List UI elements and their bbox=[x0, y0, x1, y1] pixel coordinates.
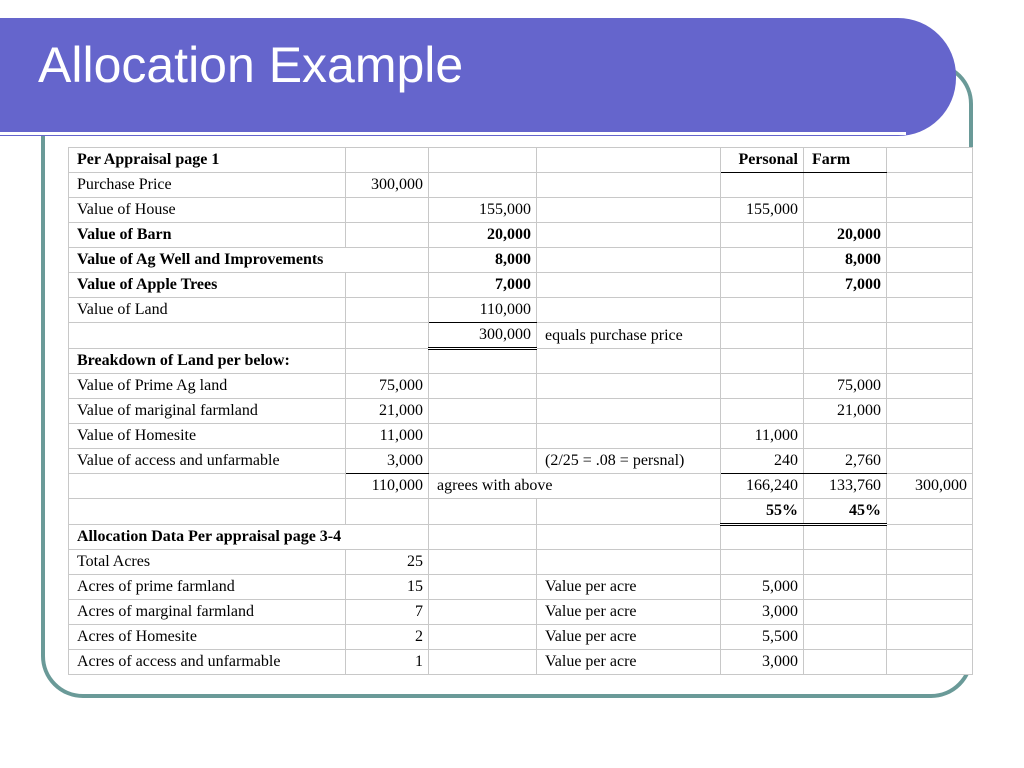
table-row: Value of House 155,000 155,000 bbox=[69, 198, 973, 223]
table-row: Acres of access and unfarmable 1 Value per acre 3,000 bbox=[69, 650, 973, 675]
table-row: Value of Land 110,000 bbox=[69, 298, 973, 323]
table-row: Value of Barn 20,000 20,000 bbox=[69, 223, 973, 248]
table-row: Breakdown of Land per below: bbox=[69, 349, 973, 374]
table-row: Purchase Price 300,000 bbox=[69, 173, 973, 198]
table-header-row bbox=[69, 148, 973, 173]
table-row: Acres of marginal farmland 7 Value per acre 3,000 bbox=[69, 600, 973, 625]
slide-title: Allocation Example bbox=[38, 37, 464, 93]
title-underline bbox=[0, 132, 906, 135]
farm-column-header: Farm bbox=[804, 148, 887, 173]
table-row: Value of Apple Trees 7,000 7,000 bbox=[69, 273, 973, 298]
table-row: Acres of Homesite 2 Value per acre 5,500 bbox=[69, 625, 973, 650]
allocation-table bbox=[68, 147, 973, 675]
table-row: Total Acres 25 bbox=[69, 550, 973, 575]
table-row: 55% 45% bbox=[69, 499, 973, 525]
table-row: 110,000 agrees with above 166,240 133,760 300,000 bbox=[69, 474, 973, 499]
table-row: Acres of prime farmland 15 Value per acre 5,000 bbox=[69, 575, 973, 600]
table-row: Value of Prime Ag land 75,000 75,000 bbox=[69, 374, 973, 399]
table-row: Value of mariginal farmland 21,000 21,000 bbox=[69, 399, 973, 424]
table-row: 300,000 equals purchase price bbox=[69, 323, 973, 349]
table-row: Value of access and unfarmable 3,000 (2/25 = .08 = persnal) 240 2,760 bbox=[69, 449, 973, 474]
table-row: Value of Homesite 11,000 11,000 bbox=[69, 424, 973, 449]
table-row: Allocation Data Per appraisal page 3-4 bbox=[69, 525, 973, 550]
table-row: Value of Ag Well and Improvements 8,000 8,000 bbox=[69, 248, 973, 273]
header-label: Per Appraisal page 1 bbox=[69, 148, 346, 173]
personal-column-header: Personal bbox=[721, 148, 804, 173]
